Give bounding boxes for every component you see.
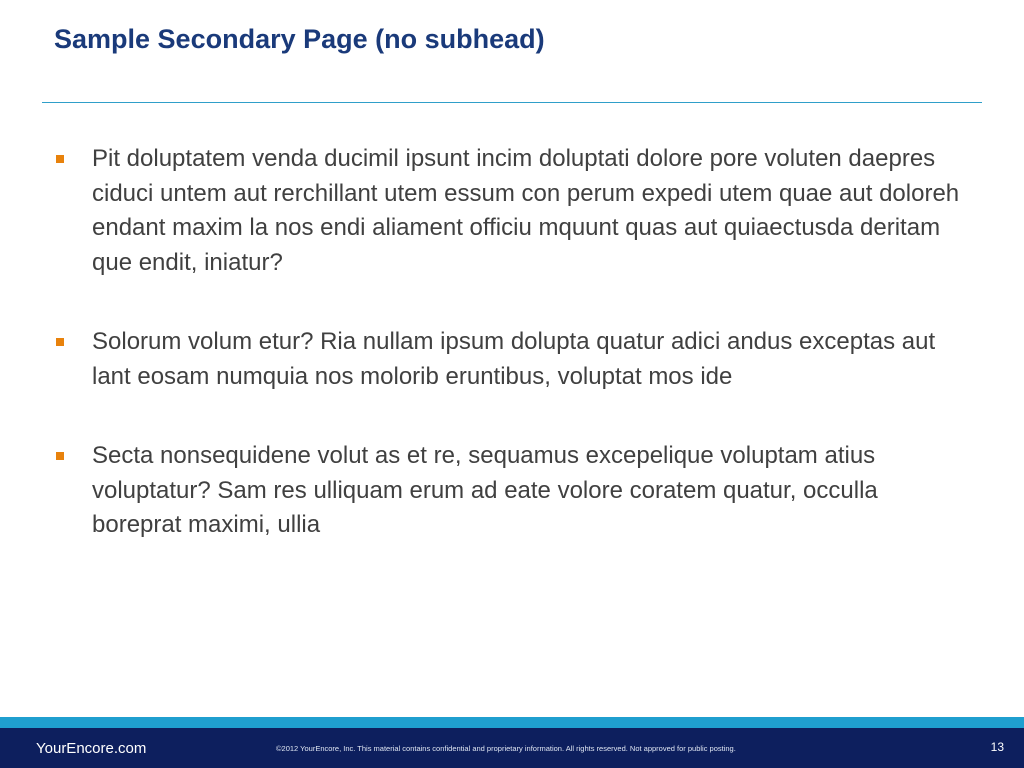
bullet-item bbox=[0, 439, 962, 543]
bullet-text: Pit doluptatem venda ducimil ipsunt incim doluptati dolore pore voluten daepres ciduci untem aut rerchillant utem essum con perum expedi utem quae aut doloreh endant maxim la nos endi aliament officiu mquunt quas aut quiaectusda deritam que endit, iniatur? bbox=[92, 145, 960, 276]
footer-brand-link[interactable]: YourEncore.com bbox=[36, 740, 147, 757]
footer-copyright: ©2012 YourEncore, Inc. This material contains confidential and proprietary information. All rights reserved. Not approved for public posting. bbox=[276, 744, 736, 753]
bullet-item bbox=[0, 325, 962, 394]
bullet-list bbox=[0, 142, 1024, 588]
slide-title: Sample Secondary Page (no subhead) bbox=[54, 24, 545, 54]
page-number: 13 bbox=[990, 740, 1004, 754]
orange-square-bullet-icon bbox=[56, 155, 64, 163]
bullet-text: Solorum volum etur? Ria nullam ipsum dolupta quatur adici andus exceptas aut lant eosam numquia nos molorib eruntibus, voluptat mos ide bbox=[92, 328, 936, 390]
footer-bar bbox=[0, 728, 1024, 768]
bullet-item bbox=[0, 142, 962, 280]
bullet-text: Secta nonsequidene volut as et re, sequamus excepelique voluptam atius voluptatur? Sam res ulliquam erum ad eate volore coratem quatur, occulla boreprat maximi, ullia bbox=[92, 442, 878, 538]
footer-accent-stripe bbox=[0, 717, 1024, 728]
title-divider bbox=[42, 102, 982, 103]
orange-square-bullet-icon bbox=[56, 452, 64, 460]
orange-square-bullet-icon bbox=[56, 338, 64, 346]
